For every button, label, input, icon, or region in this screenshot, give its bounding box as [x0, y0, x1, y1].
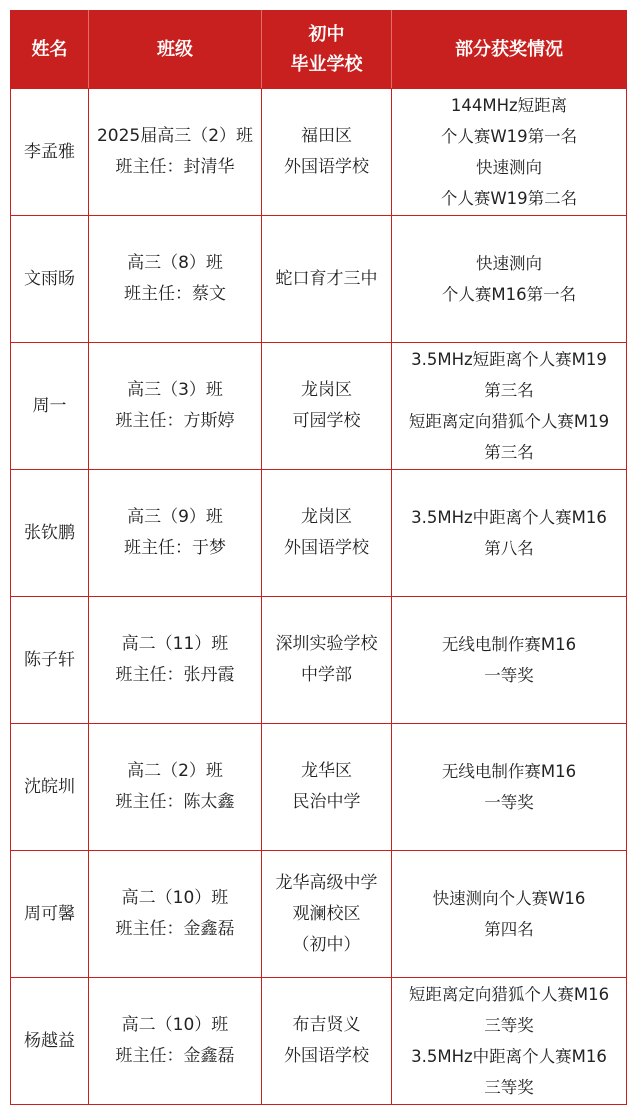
school-cell — [262, 470, 392, 597]
award-line: 3.5MHz短距离个人赛M19 — [411, 350, 607, 369]
class-line: 高二（10）班 — [121, 888, 229, 908]
awards-table-container — [10, 10, 626, 1105]
award-line: 一等奖 — [484, 793, 534, 812]
school-line: 外国语学校 — [284, 1046, 369, 1066]
class-line: 高二（11）班 — [121, 634, 229, 654]
award-line: 无线电制作赛M16 — [441, 635, 577, 654]
student-name-cell: 陈子轩 — [11, 597, 89, 724]
class-line: 班主任：陈太鑫 — [115, 792, 235, 812]
header-row — [11, 11, 627, 89]
award-line: 短距离定向猎狐个人赛M16 — [408, 985, 610, 1004]
awards-cell — [392, 851, 627, 978]
school-cell — [262, 724, 392, 851]
class-cell — [89, 597, 262, 724]
award-line: 第三名 — [484, 381, 534, 400]
table-row — [11, 724, 627, 851]
student-name-cell: 李孟雅 — [11, 89, 89, 216]
award-line: 个人赛W19第二名 — [440, 189, 578, 208]
student-name-cell: 周可馨 — [11, 851, 89, 978]
class-line: 高三（3）班 — [127, 380, 223, 400]
awards-cell — [392, 89, 627, 216]
awards-cell — [392, 343, 627, 470]
school-line: 外国语学校 — [284, 538, 369, 558]
table-body — [11, 89, 627, 1105]
class-cell — [89, 470, 262, 597]
award-line: 个人赛M16第一名 — [441, 285, 577, 304]
table-header — [11, 11, 627, 89]
table-row — [11, 89, 627, 216]
award-line: 3.5MHz中距离个人赛M16 — [411, 1047, 607, 1066]
header-school — [262, 11, 392, 89]
awards-cell — [392, 978, 627, 1105]
class-line: 班主任：封清华 — [115, 157, 235, 177]
header-school-line2: 毕业学校 — [290, 53, 363, 75]
awards-cell — [392, 216, 627, 343]
class-cell — [89, 724, 262, 851]
school-line: 深圳实验学校 — [275, 634, 378, 654]
award-line: 快速测向 — [476, 158, 542, 177]
award-line: 一等奖 — [484, 666, 534, 685]
student-name-cell: 沈皖圳 — [11, 724, 89, 851]
class-line: 班主任：蔡文 — [124, 284, 226, 304]
awards-table — [10, 10, 627, 1105]
class-line: 高三（8）班 — [127, 253, 223, 273]
award-line: 144MHz短距离 — [450, 96, 568, 115]
class-line: 2025届高三（2）班 — [96, 126, 254, 146]
school-line: 福田区 — [301, 126, 352, 146]
school-cell — [262, 978, 392, 1105]
award-line: 快速测向 — [476, 254, 542, 273]
award-line: 无线电制作赛M16 — [441, 762, 577, 781]
school-line: 观澜校区 — [292, 903, 361, 924]
header-awards: 部分获奖情况 — [392, 11, 627, 89]
table-row — [11, 978, 627, 1105]
class-line: 班主任：金鑫磊 — [115, 1046, 235, 1066]
awards-cell — [392, 470, 627, 597]
student-name-cell: 周一 — [11, 343, 89, 470]
header-class: 班级 — [89, 11, 262, 89]
school-line: 龙华区 — [301, 761, 352, 781]
award-line: 第四名 — [484, 920, 534, 939]
school-line: 外国语学校 — [284, 157, 369, 177]
awards-cell — [392, 597, 627, 724]
awards-cell — [392, 724, 627, 851]
award-line: 第八名 — [484, 539, 534, 558]
class-line: 高二（10）班 — [121, 1015, 229, 1035]
table-row — [11, 343, 627, 470]
school-line: 可园学校 — [292, 411, 361, 431]
school-line: 蛇口育才三中 — [275, 268, 378, 289]
student-name-cell: 杨越益 — [11, 978, 89, 1105]
award-line: 第三名 — [484, 443, 534, 462]
class-line: 班主任：方斯婷 — [115, 411, 235, 431]
school-line: 龙华高级中学 — [275, 872, 378, 893]
school-cell — [262, 89, 392, 216]
table-row — [11, 851, 627, 978]
award-line: 个人赛W19第一名 — [440, 127, 578, 146]
class-cell — [89, 216, 262, 343]
class-line: 班主任：于梦 — [124, 538, 226, 558]
award-line: 3.5MHz中距离个人赛M16 — [411, 508, 607, 527]
award-line: 三等奖 — [484, 1078, 534, 1097]
class-cell — [89, 343, 262, 470]
student-name-cell: 文雨旸 — [11, 216, 89, 343]
school-line: （初中） — [292, 934, 361, 955]
class-line: 高二（2）班 — [127, 761, 223, 781]
class-cell — [89, 89, 262, 216]
table-row — [11, 470, 627, 597]
school-line: 民治中学 — [292, 792, 361, 812]
class-cell — [89, 978, 262, 1105]
school-cell — [262, 216, 392, 343]
class-cell — [89, 851, 262, 978]
school-line: 布吉贤义 — [292, 1015, 361, 1035]
class-line: 班主任：张丹霞 — [115, 665, 235, 685]
school-line: 龙岗区 — [301, 507, 352, 527]
class-line: 班主任：金鑫磊 — [115, 919, 235, 939]
school-line: 中学部 — [301, 665, 352, 685]
school-line: 龙岗区 — [301, 380, 352, 400]
school-cell — [262, 597, 392, 724]
award-line: 快速测向个人赛W16 — [432, 889, 586, 908]
school-cell — [262, 851, 392, 978]
header-school-line1: 初中 — [308, 23, 345, 45]
award-line: 三等奖 — [484, 1016, 534, 1035]
table-row — [11, 597, 627, 724]
school-cell — [262, 343, 392, 470]
header-name: 姓名 — [11, 11, 89, 89]
class-line: 高三（9）班 — [127, 507, 223, 527]
student-name-cell: 张钦鹏 — [11, 470, 89, 597]
award-line: 短距离定向猎狐个人赛M19 — [408, 412, 610, 431]
table-row — [11, 216, 627, 343]
